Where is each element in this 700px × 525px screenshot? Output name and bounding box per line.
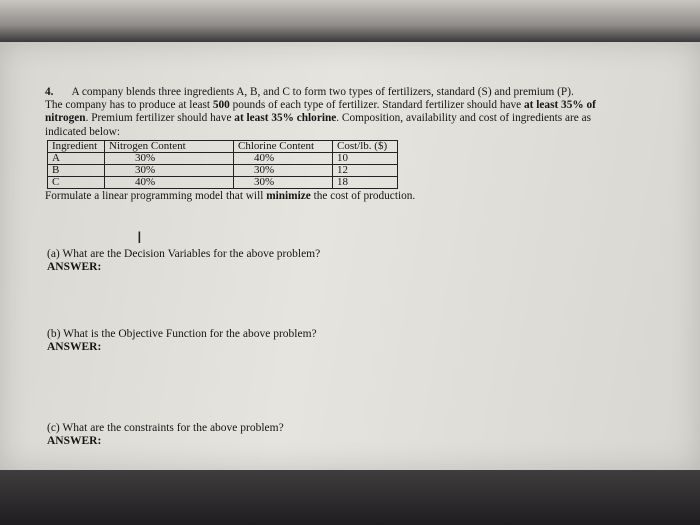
text-cursor-icon: I [137, 228, 142, 247]
table-cell: A [48, 152, 105, 164]
question-b[interactable] [47, 328, 317, 354]
problem-text-3d: . Composition, availability and cost of ingredients are as [336, 112, 592, 125]
table-cell: 30% [105, 152, 234, 164]
table-cell: 12 [333, 164, 398, 176]
table-row [48, 164, 398, 176]
document-screen [0, 42, 700, 470]
question-c[interactable] [47, 422, 284, 448]
table-header: Ingredient [48, 140, 105, 152]
table-header: Chlorine Content [234, 140, 333, 152]
document-page [45, 86, 655, 447]
problem-number: 4. [45, 86, 54, 98]
question-prompt: (c) What are the constraints for the above problem? [47, 422, 284, 434]
answer-label: ANSWER: [47, 261, 102, 273]
table-cell: 30% [234, 176, 333, 188]
problem-text-2a: The company has to produce at least [45, 99, 213, 112]
problem-statement [45, 86, 655, 139]
formulate-text-b: minimize [266, 189, 311, 202]
monitor-bottom-bezel [0, 470, 700, 525]
table-cell: 40% [105, 176, 234, 188]
question-prompt: (b) What is the Objective Function for the above problem? [47, 328, 317, 340]
formulate-text-c: the cost of production. [310, 189, 416, 202]
problem-text-2d: at least 35% of [524, 99, 596, 112]
monitor-top-bezel [0, 0, 700, 42]
question-prompt: (a) What are the Decision Variables for the above problem? [47, 248, 321, 260]
problem-line-3 [45, 112, 655, 125]
problem-text-3b: . Premium fertilizer should have [85, 112, 235, 125]
table-header: Cost/lb. ($) [333, 140, 398, 152]
problem-text-2b: 500 [212, 99, 230, 112]
problem-line-4: indicated below: [45, 125, 120, 138]
question-a[interactable] [47, 248, 320, 274]
table-cell: 10 [333, 152, 398, 164]
answer-label: ANSWER: [47, 435, 102, 447]
answer-label: ANSWER: [47, 341, 102, 353]
ingredients-table [47, 140, 398, 189]
problem-text-3c: at least 35% chlorine [234, 112, 337, 125]
table-header-row [48, 140, 398, 152]
problem-text-3a: nitrogen [45, 112, 86, 125]
problem-line-2 [45, 99, 655, 112]
formulate-text-a: Formulate a linear programming model that will [45, 189, 267, 202]
table-row [48, 152, 398, 164]
table-cell: 30% [234, 164, 333, 176]
table-cell: 18 [333, 176, 398, 188]
table-cell: C [48, 176, 105, 188]
problem-text-2c: pounds of each type of fertilizer. Standard fertilizer should have [229, 99, 525, 112]
table-cell: 40% [234, 152, 333, 164]
table-row [48, 176, 398, 188]
table-header: Nitrogen Content [105, 140, 234, 152]
problem-text-1: A company blends three ingredients A, B, and C to form two types of fertilizers, standard (S) and premium (P). [71, 86, 574, 98]
table-cell: B [48, 164, 105, 176]
table-cell: 30% [105, 164, 234, 176]
formulate-instruction [45, 190, 655, 203]
problem-line-1 [45, 86, 655, 99]
